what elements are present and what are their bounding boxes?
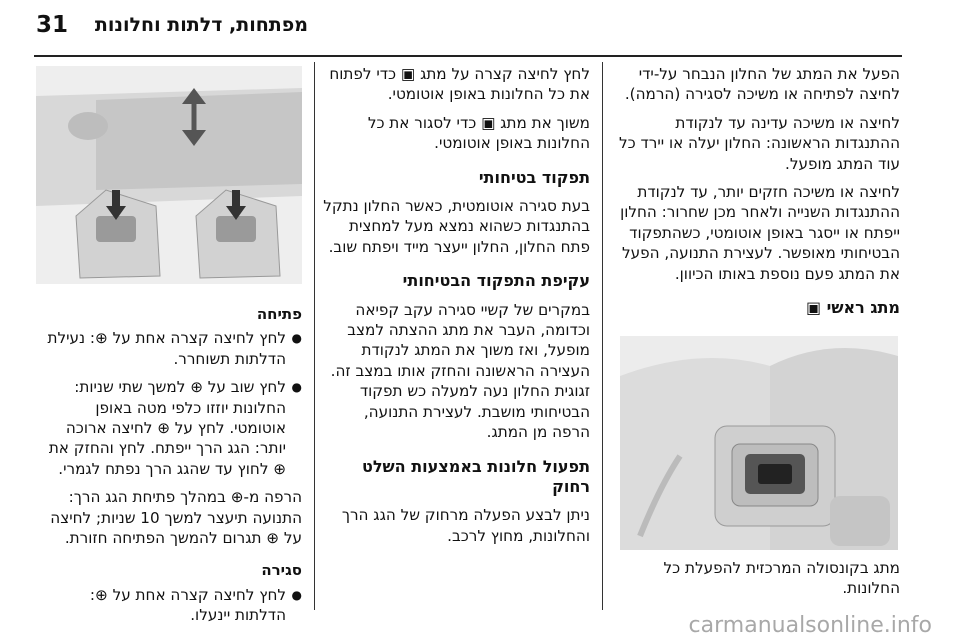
middle-column	[322, 64, 590, 554]
remote-illustration	[36, 66, 302, 284]
paragraph: לחיצה או משיכה עדינה עד לנקודת ההתנגדות הראשונה: החלון יעלה או יירד כל עוד המתג מופעל.	[618, 113, 900, 173]
paragraph: במקרים של קשיי סגירה עקב קפיאה וכדומה, העבר את מתג ההצתה למצב מופעל, ואז משוך את המתג לנקודת העצירה הראשונה והחזק אותו במצב זה. זגוגית החלון נעה למעלה כש תפקוד הבטיחותי מושבת. לעצירת התנועה, הרפה מן המתג.	[330, 300, 590, 442]
watermark: carmanualsonline.info	[688, 613, 932, 638]
remote-window-image	[36, 66, 302, 284]
subheading-close: סגירה	[261, 561, 302, 580]
section-heading: עקיפת התפקוד הבטיחותי	[402, 271, 590, 291]
bullet-item: ● לחץ לחיצה קצרה אחת על ⊕: הדלתות יינעלו.	[36, 585, 302, 626]
paragraph: לחץ לחיצה קצרה על מתג ▣ כדי לפתוח את כל החלונות באופן אוטומטי.	[329, 65, 590, 104]
header-rule	[34, 55, 902, 57]
page-number: 31	[36, 12, 69, 38]
paragraph: משוך את מתג ▣ כדי לסגור את כל החלונות באופן אוטומטי.	[367, 113, 590, 153]
column-divider-right	[602, 62, 603, 610]
bullet-item: ● לחץ שוב על ⊕ למשך שתי שניות: החלונות יוזזו כלפי מטה באופן אוטומטי. לחץ על ⊕ לחיצה ארוכה יותר: הגג הרך ייפתח. לחץ והחזק את ⊕ לחוץ עד שהגג הרך נפתח לגמרי.	[36, 377, 302, 479]
console-switch-illustration	[620, 336, 898, 550]
column-divider-left	[314, 62, 315, 610]
bullet-item: ● לחץ לחיצה קצרה אחת על ⊕: נעילת הדלתות תשוחרר.	[36, 328, 302, 369]
paragraph: הפעל את המתג של החלון הנבחר על-ידי לחיצה לפתיחה או משיכה לסגירה (הרמה).	[624, 65, 900, 104]
section-heading: תפקוד בטיחותי	[478, 167, 590, 187]
console-switch-image	[620, 336, 898, 550]
right-column	[618, 64, 900, 326]
paragraph: הרפה מ-⊕ במהלך פתיחת הגג הרך: התנועה תיעצר למשך 10 שניות; לחיצה על ⊕ תגרום להמשך הפתיחה חזורת.	[50, 488, 302, 548]
running-title: מפתחות, דלתות וחלונות	[94, 14, 308, 36]
section-heading: תפעול חלונות באמצעות השלט רחוק	[361, 456, 590, 496]
left-column	[36, 292, 302, 634]
page-header	[0, 0, 960, 56]
paragraph: לחיצה או משיכה חזקים יותר, עד לנקודת ההתנגדות השנייה ולאחר מכן שחרור: החלון ייפתח או ייסגר באופן אוטומטי, כשהתפקוד הבטיחותי מאופשר. לעצירת התנועה, הפעל את המתג פעם נוספת באותו הכיוון.	[620, 183, 900, 283]
subheading-open: פתיחה	[256, 305, 302, 323]
paragraph: ניתן לבצע הפעלה מרחוק של הגג הרך והחלונות, מחוץ לרכב.	[341, 506, 590, 545]
figure-caption	[618, 558, 900, 607]
caption-text: מתג בקונסולה המרכזית להפעלת כל החלונות.	[663, 559, 900, 598]
paragraph: בעת סגירה אוטומטית, כאשר החלון נתקל בהתנגדות כשהוא נמצא מעל למחצית פתח החלון, החלון ייעצר מייד ויפתח שוב.	[323, 197, 590, 256]
section-heading: מתג ראשי ▣	[805, 298, 900, 318]
